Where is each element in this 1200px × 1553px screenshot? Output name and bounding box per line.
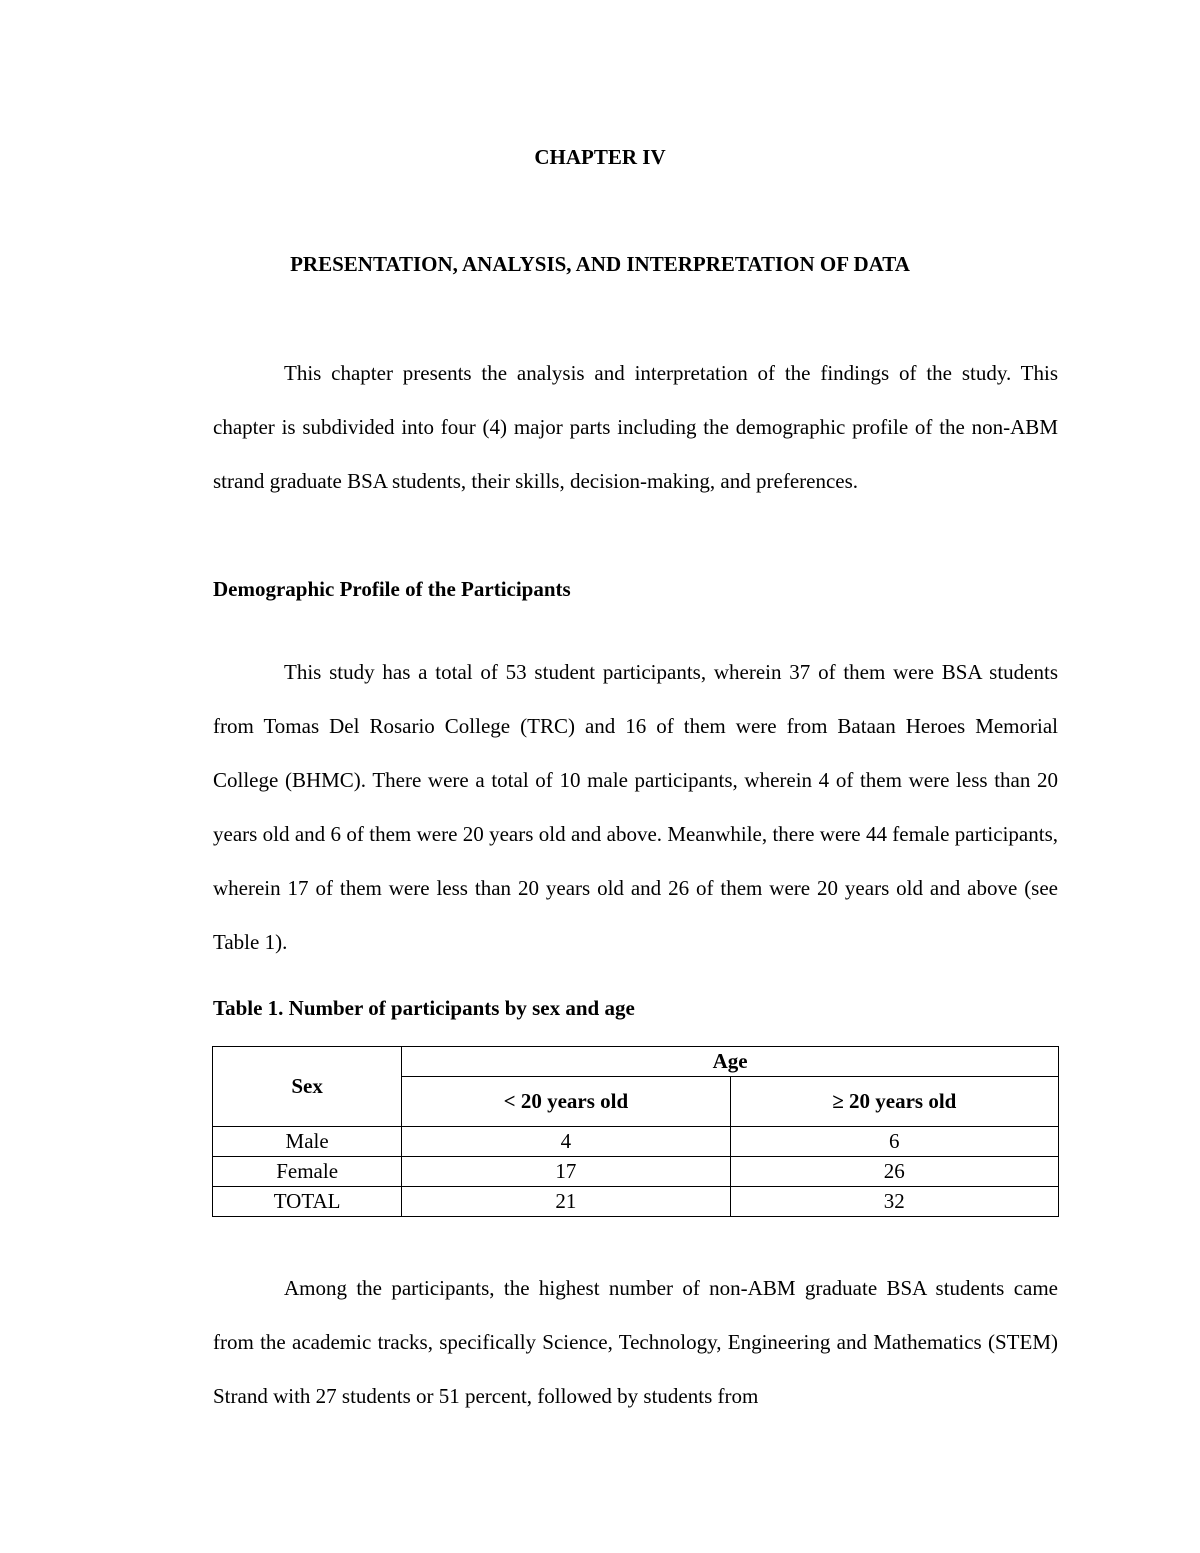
cell-20-and-above: 6	[730, 1127, 1058, 1157]
cell-20-and-above: 26	[730, 1157, 1058, 1187]
table-row	[213, 1187, 1059, 1217]
chapter-subtitle: PRESENTATION, ANALYSIS, AND INTERPRETATION OF DATA	[290, 252, 910, 276]
intro-paragraph: This chapter presents the analysis and interpretation of the findings of the study. This chapter is subdivided into four (4) major parts including the demographic profile of the non-ABM strand graduate BSA students, their skills, decision-making, and preferences.	[213, 361, 1058, 493]
table-caption: Table 1. Number of participants by sex and age	[213, 996, 635, 1020]
row-label: TOTAL	[213, 1187, 402, 1217]
demographic-paragraph: This study has a total of 53 student participants, wherein 37 of them were BSA students from Tomas Del Rosario College (TRC) and 16 of them were from Bataan Heroes Memorial College (BHMC). There were a total of 10 male participants, wherein 4 of them were less than 20 years old and 6 of them were 20 years old and above. Meanwhile, there were 44 female participants, wherein 17 of them were less than 20 years old and 26 of them were 20 years old and above (see Table 1).	[213, 660, 1058, 954]
cell-under-20: 4	[402, 1127, 730, 1157]
row-label: Male	[213, 1127, 402, 1157]
cell-20-and-above: 32	[730, 1187, 1058, 1217]
participants-table	[212, 1046, 1059, 1217]
header-age: Age	[402, 1047, 1059, 1077]
cell-under-20: 17	[402, 1157, 730, 1187]
closing-paragraph: Among the participants, the highest number of non-ABM graduate BSA students came from the academic tracks, specifically Science, Technology, Engineering and Mathematics (STEM) Strand with 27 students or 51 percent, followed by students from	[213, 1276, 1058, 1408]
header-sex: Sex	[213, 1047, 402, 1127]
row-label: Female	[213, 1157, 402, 1187]
table-row	[213, 1157, 1059, 1187]
cell-under-20: 21	[402, 1187, 730, 1217]
table-row	[213, 1127, 1059, 1157]
chapter-title: CHAPTER IV	[534, 145, 666, 169]
section-heading: Demographic Profile of the Participants	[213, 577, 571, 601]
header-20-and-above: ≥ 20 years old	[730, 1077, 1058, 1127]
table-header-row	[213, 1047, 1059, 1077]
header-under-20: < 20 years old	[402, 1077, 730, 1127]
